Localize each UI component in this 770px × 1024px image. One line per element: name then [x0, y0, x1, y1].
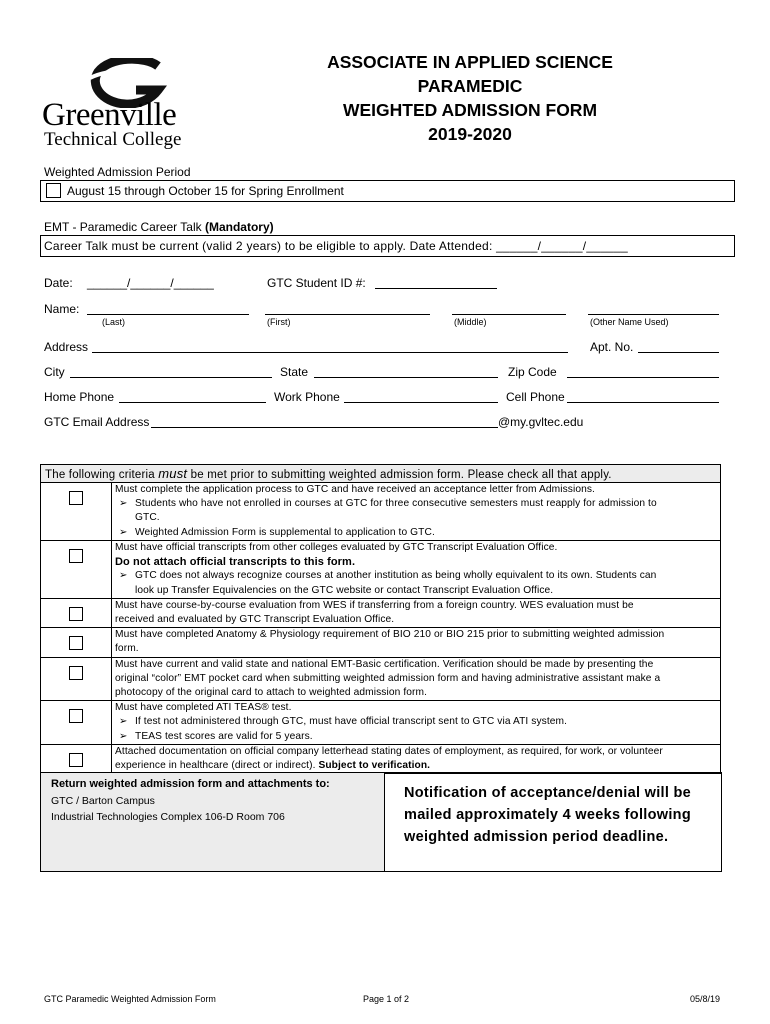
- criteria-table: [40, 464, 721, 774]
- title-line-4: 2019-2020: [428, 124, 512, 144]
- city-field[interactable]: [70, 365, 272, 378]
- criteria-checkbox-transcripts[interactable]: [69, 549, 83, 563]
- criteria-bullet: [115, 526, 717, 540]
- first-label: (First): [267, 317, 291, 327]
- criteria-header-row: [41, 465, 721, 483]
- criteria-line: Must complete the application process to GTC and have received an acceptance letter from Admissions.: [115, 484, 595, 495]
- criteria-text: [112, 657, 721, 701]
- criteria-bullet: [115, 569, 717, 583]
- title-line-1: ASSOCIATE IN APPLIED SCIENCE: [327, 52, 613, 72]
- logo-name: Greenville: [42, 97, 177, 133]
- criteria-line: Must have course-by-course evaluation from WES if transferring from a foreign country. WES evaluation must be: [115, 599, 634, 611]
- bullet-text: If test not administered through GTC, must have official transcript sent to GTC via ATI system.: [135, 716, 568, 728]
- criteria-line: received and evaluated by GTC Transcript Evaluation Office.: [115, 614, 395, 626]
- arrow-bullet-icon: ➢: [119, 498, 128, 510]
- bullet-text: Students who have not enrolled in courses at GTC for three consecutive semesters must reapply for admission to: [135, 498, 657, 510]
- criteria-check-cell: [41, 628, 112, 657]
- work-phone-label: Work Phone: [274, 390, 340, 404]
- date-label: Date:: [44, 276, 73, 290]
- criteria-line: Must have current and valid state and national EMT-Basic certification. Verification should be made by presenting the: [115, 658, 654, 670]
- criteria-check-cell: [41, 541, 112, 599]
- criteria-checkbox-emt[interactable]: [69, 666, 83, 680]
- arrow-bullet-icon: ➢: [119, 716, 128, 728]
- bullet-text: TEAS test scores are valid for 5 years.: [135, 730, 313, 742]
- career-talk-label: [44, 220, 274, 234]
- work-phone-field[interactable]: [344, 390, 498, 403]
- criteria-row: [41, 657, 721, 701]
- criteria-text-part: experience in healthcare (direct or indirect).: [115, 760, 319, 772]
- footer-left: GTC Paramedic Weighted Admission Form: [44, 994, 216, 1004]
- notice-box: [384, 772, 722, 872]
- bullet-continuation: GTC.: [135, 512, 160, 524]
- criteria-header-text-2: be met prior to submitting weighted admission form. Please check all that apply.: [187, 469, 612, 481]
- criteria-text: [112, 483, 721, 541]
- criteria-row: [41, 483, 721, 541]
- city-label: City: [44, 365, 65, 379]
- criteria-check-cell: [41, 744, 112, 773]
- criteria-text: [112, 628, 721, 657]
- criteria-must: must: [158, 466, 188, 481]
- state-field[interactable]: [314, 365, 498, 378]
- address-field[interactable]: [92, 340, 568, 353]
- zip-field[interactable]: [567, 365, 719, 378]
- criteria-checkbox-application[interactable]: [69, 491, 83, 505]
- verification-note: Subject to verification.: [318, 760, 431, 772]
- footer-page: Page 1 of 2: [363, 994, 410, 1004]
- middle-name-field[interactable]: [452, 302, 566, 315]
- state-label: State: [280, 365, 309, 379]
- criteria-row: [41, 541, 721, 599]
- criteria-line: photocopy of the original card to attach to weighted admission form.: [115, 687, 428, 699]
- criteria-header: [41, 465, 721, 483]
- criteria-check-cell: [41, 657, 112, 701]
- criteria-bullet: [115, 715, 717, 729]
- criteria-text: [112, 701, 721, 745]
- first-name-field[interactable]: [265, 302, 430, 315]
- student-id-label: GTC Student ID #:: [267, 276, 366, 290]
- criteria-text: [112, 541, 721, 599]
- student-id-field[interactable]: [375, 276, 497, 289]
- return-line-2: Industrial Technologies Complex 106-D Room 706: [51, 811, 285, 823]
- title-line-3: WEIGHTED ADMISSION FORM: [342, 100, 598, 120]
- criteria-text: [112, 744, 721, 773]
- criteria-row: [41, 628, 721, 657]
- bullet-continuation: look up Transfer Equivalencies on the GTC website or contact Transcript Evaluation Office.: [135, 584, 554, 596]
- criteria-check-cell: [41, 483, 112, 541]
- criteria-row: [41, 744, 721, 773]
- footer-date: 05/8/19: [690, 994, 721, 1004]
- logo-subtitle: Technical College: [44, 129, 182, 150]
- criteria-row: [41, 598, 721, 627]
- criteria-bold-line: Do not attach official transcripts to this form.: [115, 556, 356, 569]
- apt-label: Apt. No.: [590, 340, 634, 354]
- criteria-checkbox-experience[interactable]: [69, 753, 83, 767]
- cell-phone-label: Cell Phone: [506, 390, 565, 404]
- arrow-bullet-icon: ➢: [119, 730, 128, 742]
- criteria-check-cell: [41, 701, 112, 745]
- criteria-checkbox-wes[interactable]: [69, 607, 83, 621]
- college-logo: [40, 58, 210, 148]
- criteria-checkbox-anatomy[interactable]: [69, 636, 83, 650]
- mandatory-label: (Mandatory): [204, 220, 274, 234]
- other-name-label: (Other Name Used): [590, 317, 669, 327]
- criteria-line: Must have official transcripts from other colleges evaluated by GTC Transcript Evaluation Office.: [115, 542, 558, 553]
- spring-enrollment-checkbox[interactable]: [46, 183, 61, 198]
- criteria-bullet: [115, 497, 717, 511]
- criteria-line: Must have completed Anatomy & Physiology requirement of BIO 210 or BIO 215 prior to submitting weighted admission: [115, 629, 665, 641]
- return-heading: Return weighted admission form and attachments to:: [51, 778, 330, 790]
- form-title: [270, 50, 670, 146]
- period-label: Weighted Admission Period: [44, 165, 191, 179]
- last-name-field[interactable]: [87, 302, 249, 315]
- home-phone-field[interactable]: [119, 390, 266, 403]
- last-label: (Last): [102, 317, 126, 327]
- criteria-line: form.: [115, 643, 139, 655]
- criteria-row: [41, 701, 721, 745]
- return-box: [40, 772, 385, 872]
- cell-phone-field[interactable]: [567, 390, 719, 403]
- name-label: Name:: [44, 302, 80, 316]
- arrow-bullet-icon: ➢: [119, 526, 128, 538]
- arrow-bullet-icon: ➢: [119, 570, 128, 582]
- criteria-text: [112, 598, 721, 627]
- title-line-2: PARAMEDIC: [417, 76, 523, 96]
- apt-field[interactable]: [638, 340, 719, 353]
- email-label: GTC Email Address: [44, 415, 150, 429]
- bullet-text: Weighted Admission Form is supplemental to application to GTC.: [135, 526, 435, 538]
- notice-line-2: mailed approximately 4 weeks following: [404, 807, 691, 823]
- email-field[interactable]: [151, 415, 498, 428]
- criteria-line: Attached documentation on official company letterhead stating dates of employment, as required, for work, or volunteer: [115, 745, 663, 757]
- notice-line-3: weighted admission period deadline.: [404, 829, 669, 845]
- criteria-check-cell: [41, 598, 112, 627]
- period-option: August 15 through October 15 for Spring Enrollment: [67, 184, 344, 198]
- criteria-line: Must have completed ATI TEAS® test.: [115, 702, 292, 714]
- email-domain: @my.gvltec.edu: [498, 415, 584, 429]
- criteria-checkbox-teas[interactable]: [69, 709, 83, 723]
- middle-label: (Middle): [454, 317, 487, 327]
- bullet-text: GTC does not always recognize courses at another institution as being wholly equivalent to its own. Students can: [135, 570, 657, 582]
- criteria-header-text: The following criteria: [45, 469, 159, 481]
- notice-line-1: Notification of acceptance/denial will be: [404, 785, 692, 801]
- return-line-1: GTC / Barton Campus: [51, 795, 155, 807]
- career-talk-text: EMT - Paramedic Career Talk: [44, 220, 202, 234]
- criteria-bullet: [115, 730, 717, 744]
- career-talk-date-attended[interactable]: Career Talk must be current (valid 2 years) to be eligible to apply. Date Attended: ______/______/______: [44, 239, 628, 253]
- date-field[interactable]: ______/______/______: [87, 276, 214, 290]
- home-phone-label: Home Phone: [44, 390, 115, 404]
- other-name-field[interactable]: [588, 302, 719, 315]
- criteria-line: original “color” EMT pocket card when submitting weighted admission form and having administrative assistant make a: [115, 672, 661, 684]
- zip-label: Zip Code: [508, 365, 557, 379]
- address-label: Address: [44, 340, 89, 354]
